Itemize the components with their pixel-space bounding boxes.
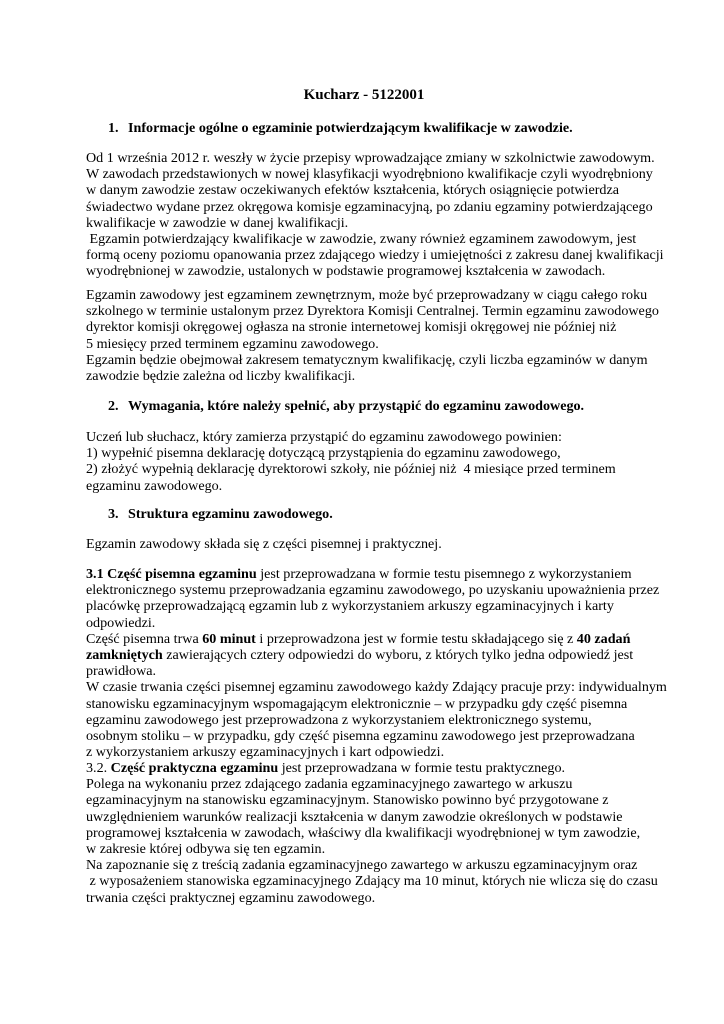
section-1-paragraph-2 (86, 287, 659, 385)
paragraph-line: elektronicznego systemu przeprowadzania egzaminu zawodowego, po uzyskaniu upoważnienia przez (86, 582, 660, 599)
paragraph-line: prawidłowa. (86, 663, 157, 680)
paragraph-line: trwania części praktycznej egzaminu zawodowego. (86, 889, 376, 906)
section-1-heading-text: Informacje ogólne o egzaminie potwierdzającym kwalifikacje w zawodzie. (128, 120, 573, 136)
paragraph-line: z wyposażeniem stanowiska egzaminacyjnego Zdający ma 10 minut, których nie wlicza się do czasu (86, 873, 658, 890)
section-3-heading (108, 506, 333, 522)
paragraph-line: w zakresie której odbywa się ten egzamin. (86, 841, 326, 858)
section-2-paragraph (86, 429, 646, 494)
practical-part-lead: Część praktyczna egzaminu (110, 760, 279, 776)
paragraph-line: Na zapoznanie się z treścią zadania egzaminacyjnego zawartego w arkuszu egzaminacyjnym oraz (86, 857, 638, 874)
task-type: zamkniętych (86, 647, 163, 664)
section-3-heading-text: Struktura egzaminu zawodowego. (128, 506, 333, 522)
paragraph-line: w danym zawodzie zestaw oczekiwanych efektów kształcenia, których osiągnięcie potwierdza (86, 182, 619, 199)
section-3-1-written-part (86, 566, 667, 761)
paragraph-line: W czasie trwania części pisemnej egzaminu zawodowego każdy Zdający pracuje przy: indywidualnym (86, 679, 667, 696)
paragraph-line: Część pisemna trwa 60 minut i przeprowadzona jest w formie testu składającego się z 40 zadań (86, 630, 631, 647)
section-3-2-practical-part (86, 760, 658, 906)
paragraph-line: dyrektor komisji okręgowej ogłasza na stronie internetowej komisji okręgowej nie później niż (86, 319, 617, 336)
section-1-number: 1. (108, 120, 119, 136)
paragraph-line: 1) wypełnić pisemna deklarację dotyczącą przystąpienia do egzaminu zawodowego, (86, 445, 561, 462)
paragraph-line: egzaminacyjnym na stanowisku egzaminacyjnym. Stanowisko powinno być przygotowane z (86, 792, 609, 809)
paragraph-line: z wykorzystaniem arkuszy egzaminacyjnych i kart odpowiedzi. (86, 744, 445, 761)
paragraph-line: egzaminu zawodowego. (86, 477, 223, 494)
section-3-number: 3. (108, 506, 119, 522)
paragraph-line: 3.2. Część praktyczna egzaminu jest przeprowadzana w formie testu praktycznego. (86, 760, 566, 776)
paragraph-line: programowej kształcenia w zawodach, właściwy dla kwalifikacji wyodrębnionej w tym zawodzie, (86, 824, 641, 841)
paragraph-line: Od 1 września 2012 r. weszły w życie przepisy wprowadzające zmiany w szkolnictwie zawodowym. (86, 150, 655, 166)
paragraph-line: Polega na wykonaniu przez zdającego zadania egzaminacyjnego zawartego w arkuszu (86, 776, 573, 793)
section-1-paragraph-1 (86, 150, 664, 280)
paragraph-line: szkolnego w terminie ustalonym przez Dyrektora Komisji Centralnej. Termin egzaminu zawodowego (86, 303, 659, 320)
paragraph-line: odpowiedzi. (86, 614, 156, 631)
paragraph-line: Egzamin zawodowy składa się z części pisemnej i praktycznej. (86, 536, 442, 552)
paragraph-line: wyodrębnionej w zawodzie, ustalonych w podstawie programowej kształcenia w zawodach. (86, 263, 606, 280)
paragraph-line: W zawodach przedstawionych w nowej klasyfikacji wyodrębniono kwalifikacje czyli wyodrębniony (86, 166, 653, 183)
section-2-number: 2. (108, 398, 119, 414)
task-count: 40 zadań (576, 630, 631, 647)
duration-value: 60 minut (202, 630, 256, 647)
paragraph-line: kwalifikacje w zawodzie w danej kwalifikacji. (86, 214, 349, 231)
paragraph-line: 3.1 Część pisemna egzaminu jest przeprowadzana w formie testu pisemnego z wykorzystaniem (86, 566, 632, 582)
paragraph-line: uwzględnieniem warunków realizacji kształcenia w danym zawodzie określonych w podstawie (86, 808, 623, 825)
paragraph-line: placówkę przeprowadzającą egzamin lub z wykorzystaniem arkuszy egzaminacyjnych i karty (86, 598, 614, 615)
paragraph-line: zawodzie będzie zależna od liczby kwalifikacji. (86, 368, 356, 385)
section-3-intro (86, 536, 646, 552)
section-2-heading (108, 398, 584, 414)
paragraph-line: Egzamin zawodowy jest egzaminem zewnętrznym, może być przeprowadzany w ciągu całego roku (86, 287, 648, 303)
section-2-heading-text: Wymagania, które należy spełnić, aby przystąpić do egzaminu zawodowego. (128, 398, 585, 414)
paragraph-line: 5 miesięcy przed terminem egzaminu zawodowego. (86, 335, 379, 352)
paragraph-line: osobnym stoliku – w przypadku, gdy część pisemna egzaminu zawodowego jest przeprowadzana (86, 728, 635, 745)
written-part-lead: 3.1 Część pisemna egzaminu (86, 566, 257, 582)
paragraph-line: świadectwo wydane przez okręgowa komisje egzaminacyjną, po zdaniu egzaminy potwierdzającego (86, 198, 653, 215)
paragraph-line: 2) złożyć wypełnią deklarację dyrektorowi szkoły, nie później niż 4 miesiące przed terminem (86, 461, 616, 478)
paragraph-line: stanowisku egzaminacyjnym wspomagającym elektronicznie – w przypadku gdy część pisemna (86, 695, 628, 712)
document-title: Kucharz - 5122001 (303, 87, 425, 103)
paragraph-line: Uczeń lub słuchacz, który zamierza przystąpić do egzaminu zawodowego powinien: (86, 429, 562, 445)
paragraph-line: formą oceny poziomu opanowania przez zdającego wiedzy i umiejętności z zakresu danej kwalifikacji (86, 247, 664, 264)
paragraph-line: Egzamin potwierdzający kwalifikacje w zawodzie, zwany również egzaminem zawodowym, jest (86, 231, 637, 248)
paragraph-line: egzaminu zawodowego jest przeprowadzona z wykorzystaniem elektronicznego systemu, (86, 711, 592, 728)
paragraph-line: Egzamin będzie obejmował zakresem tematycznym kwalifikację, czyli liczba egzaminów w danym (86, 351, 648, 368)
paragraph-line: zamkniętych zawierających cztery odpowiedzi do wyboru, z których tylko jedna odpowiedź jest (86, 647, 634, 664)
section-1-heading (108, 120, 573, 136)
